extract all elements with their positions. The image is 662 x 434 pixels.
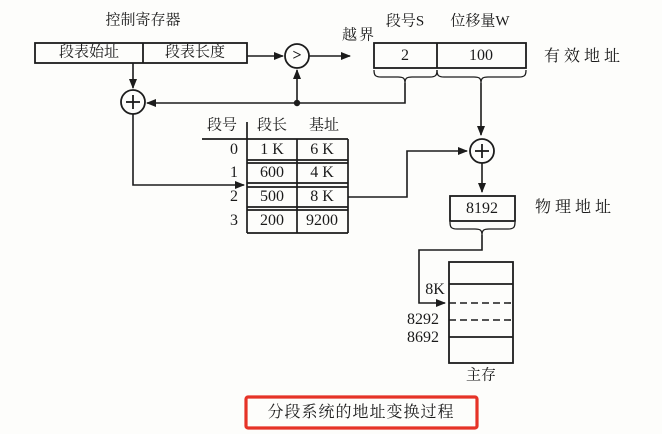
offset-label: 位移量W: [450, 13, 510, 30]
segment-table-start-field: 段表始址: [58, 44, 120, 61]
line-segment-number-to-adder1: [147, 83, 405, 103]
table-row-length: 600: [260, 164, 284, 181]
table-row-segment: 1: [230, 164, 238, 181]
main-memory-box: [449, 262, 513, 363]
segment-number-label: 段号S: [385, 13, 425, 30]
memory-8292-label: 8292: [407, 311, 439, 328]
table-header-base: 基址: [308, 117, 340, 134]
effective-address-box: [374, 43, 526, 68]
control-register-title: 控制寄存器: [105, 12, 181, 29]
table-row-length: 1 K: [260, 141, 284, 158]
table-header-segment: 段号: [206, 117, 238, 134]
table-row-length: 500: [260, 188, 284, 205]
table-row-length: 200: [260, 212, 284, 229]
memory-8k-label: 8K: [425, 281, 445, 298]
diagram-caption: 分段系统的地址变换过程: [267, 404, 455, 421]
table-row-base: 6 K: [310, 141, 334, 158]
table-row-segment: 0: [230, 141, 238, 158]
line-base-to-adder2: [348, 151, 467, 197]
table-row-segment: 3: [230, 212, 238, 229]
physical-address-underbrace: [450, 222, 515, 235]
segment-table-length-field: 段表长度: [164, 44, 226, 61]
effective-address-label: 有效地址: [543, 48, 625, 65]
table-header-length: 段长: [256, 117, 288, 134]
memory-8692-label: 8692: [407, 329, 439, 346]
table-row-segment: 2: [230, 188, 238, 205]
junction-dot: [294, 100, 300, 106]
table-row-base: 8 K: [310, 188, 334, 205]
segment-value-underbrace: [374, 70, 437, 83]
physical-address-value: 8192: [466, 200, 498, 217]
main-memory-title: 主存: [465, 367, 497, 384]
comparator-symbol: >: [292, 47, 302, 64]
offset-value: 100: [469, 47, 493, 64]
offset-value-underbrace: [437, 70, 526, 83]
table-row-base: 9200: [306, 212, 338, 229]
out-of-bounds-label: 越界: [341, 27, 377, 44]
table-row-base: 4 K: [310, 164, 334, 181]
physical-address-label: 物理地址: [534, 199, 616, 216]
segment-number-value: 2: [401, 47, 409, 64]
